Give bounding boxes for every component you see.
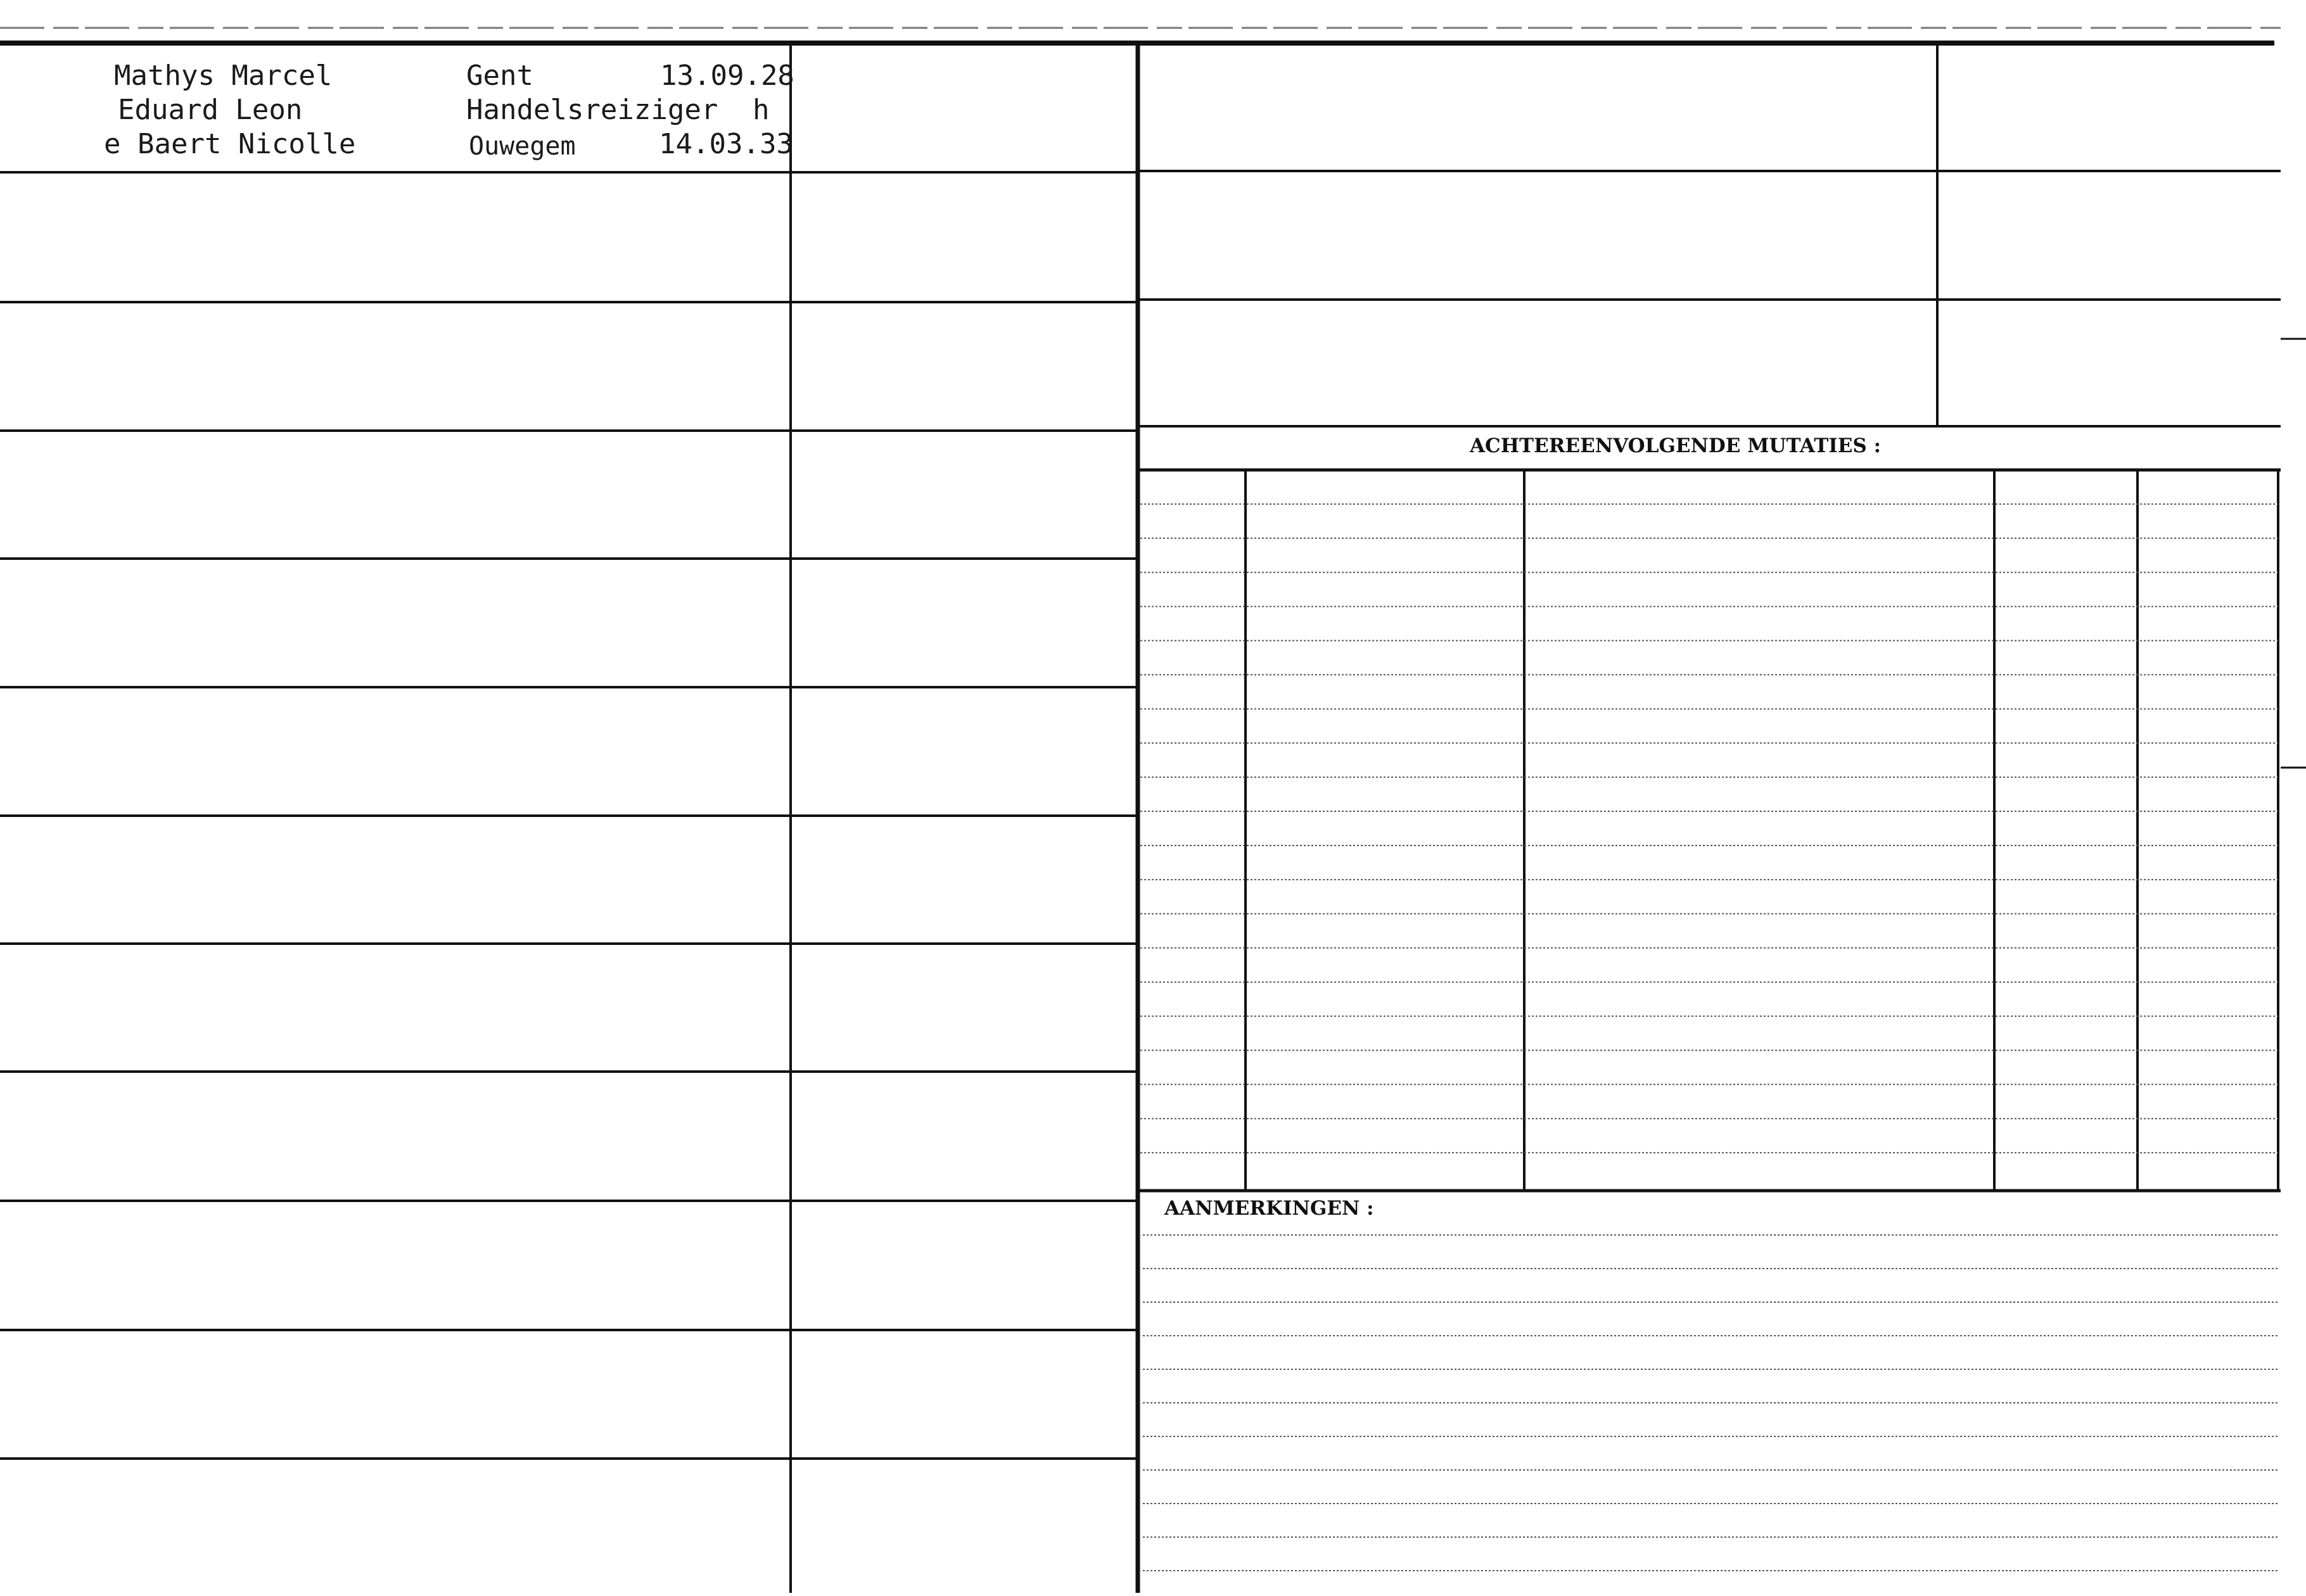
person-name-3: e Baert Nicolle — [104, 128, 356, 160]
person-flag-2: h — [753, 94, 770, 126]
person-birthdate-3: 14.03.33 — [659, 128, 793, 160]
mutations-heading: ACHTEREENVOLGENDE MUTATIES : — [1470, 434, 1882, 457]
person-birthplace-3: Ouwegem — [469, 132, 576, 161]
remarks-heading: AANMERKINGEN : — [1164, 1197, 1374, 1220]
person-birthplace-1: Gent — [466, 60, 533, 92]
person-name-2: Eduard Leon — [118, 94, 303, 126]
person-occupation-2: Handelsreiziger — [466, 94, 718, 126]
person-birthdate-1: 13.09.28 — [660, 60, 794, 92]
person-name-1: Mathys Marcel — [114, 60, 333, 92]
